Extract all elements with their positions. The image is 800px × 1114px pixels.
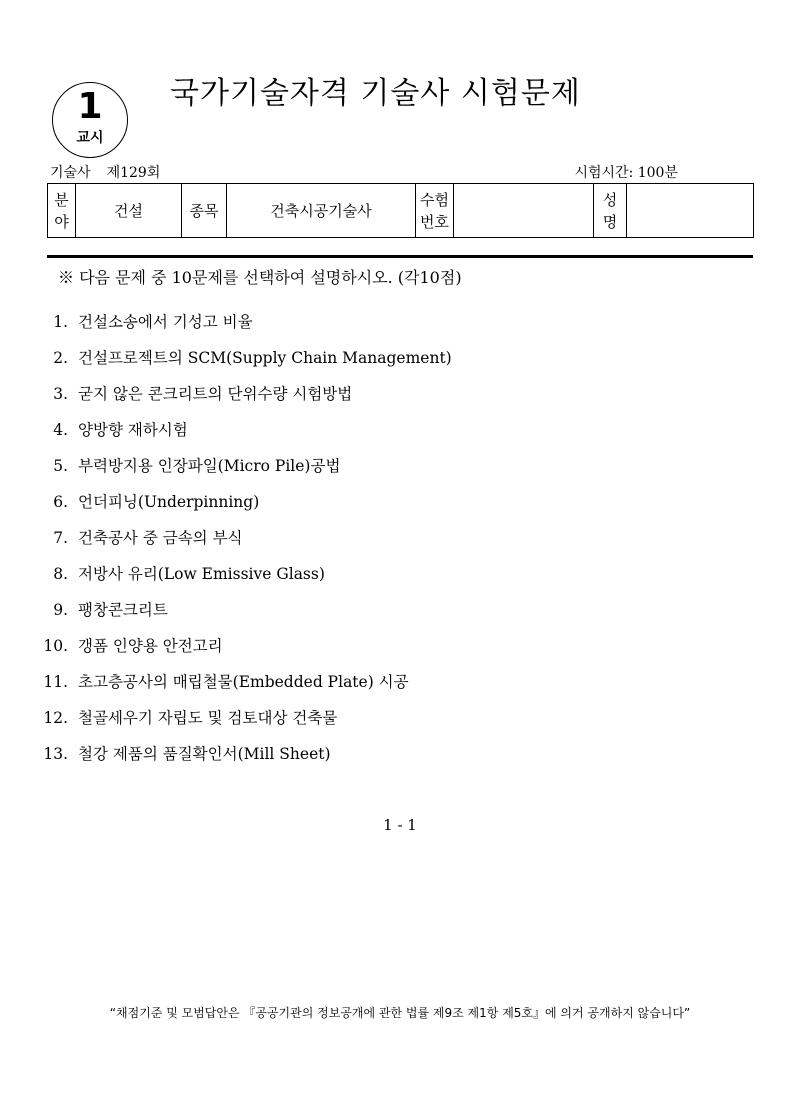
name-label-top: 성 [602,190,618,209]
question-number: 5. [53,457,68,475]
question-text: 팽창콘크리트 [78,601,168,619]
field-label-cell [48,184,76,238]
exam-round: 제129회 [106,165,161,181]
question-item [40,740,740,776]
question-number: 3. [53,385,68,403]
period-label: 교시 [76,130,104,146]
exam-number-field[interactable] [454,184,594,238]
question-item [40,344,740,380]
exam-number-label-top: 수험 [420,190,449,209]
field-label-top: 분 [54,190,69,209]
question-item [40,668,740,704]
question-number: 10. [43,637,68,655]
question-number: 8. [53,565,68,583]
name-label-cell [594,184,627,238]
question-number: 7. [53,529,68,547]
question-text: 철골세우기 자립도 및 검토대상 건축물 [78,709,338,727]
question-number: 4. [53,421,68,439]
exam-info-table [47,183,754,238]
question-text: 건축공사 중 금속의 부식 [78,529,243,547]
question-list [40,308,740,776]
question-item [40,524,740,560]
question-text: 양방향 재하시험 [78,421,188,439]
question-item [40,416,740,452]
subject-value: 건축시공기술사 [227,184,416,238]
exam-number-label-bottom: 번호 [420,212,449,231]
question-number: 12. [43,709,68,727]
question-number: 13. [43,745,68,763]
question-number: 6. [53,493,68,511]
period-badge [52,82,128,158]
page-title: 국가기술자격 기술사 시험문제 [170,76,581,111]
instruction-text: ※ 다음 문제 중 10문제를 선택하여 설명하시오. (각10점) [58,268,462,287]
exam-category: 기술사 [50,165,91,181]
question-text: 초고층공사의 매립철물(Embedded Plate) 시공 [78,673,409,691]
question-item [40,560,740,596]
question-text: 언더피닝(Underpinning) [78,493,260,511]
page-number: 1 - 1 [383,816,417,834]
exam-number-label-cell [416,184,454,238]
question-number: 1. [53,313,68,331]
question-item [40,308,740,344]
question-text: 건설소송에서 기성고 비율 [78,313,253,331]
question-text: 굳지 않은 콘크리트의 단위수량 시험방법 [78,385,353,403]
exam-meta-left [50,164,160,182]
subject-label: 종목 [182,184,227,238]
name-field[interactable] [627,184,754,238]
exam-duration: 시험시간: 100분 [574,165,678,181]
question-item [40,380,740,416]
question-text: 건설프로젝트의 SCM(Supply Chain Management) [78,349,452,367]
question-text: 저방사 유리(Low Emissive Glass) [78,565,325,583]
question-text: 철강 제품의 품질확인서(Mill Sheet) [78,745,331,763]
question-number: 2. [53,349,68,367]
question-item [40,596,740,632]
question-item [40,452,740,488]
question-item [40,488,740,524]
footer-notice: “채점기준 및 모범답안은 『공공기관의 정보공개에 관한 법률 제9조 제1항 제5호』에 의거 공개하지 않습니다” [109,1006,691,1020]
divider-rule [47,255,753,258]
question-item [40,632,740,668]
field-value: 건설 [76,184,182,238]
question-number: 11. [43,673,68,691]
period-number: 1 [77,86,103,127]
question-number: 9. [53,601,68,619]
question-text: 갱폼 인양용 안전고리 [78,637,223,655]
question-text: 부력방지용 인장파일(Micro Pile)공법 [78,457,341,475]
field-label-bottom: 야 [54,212,69,231]
question-item [40,704,740,740]
name-label-bottom: 명 [602,212,618,231]
